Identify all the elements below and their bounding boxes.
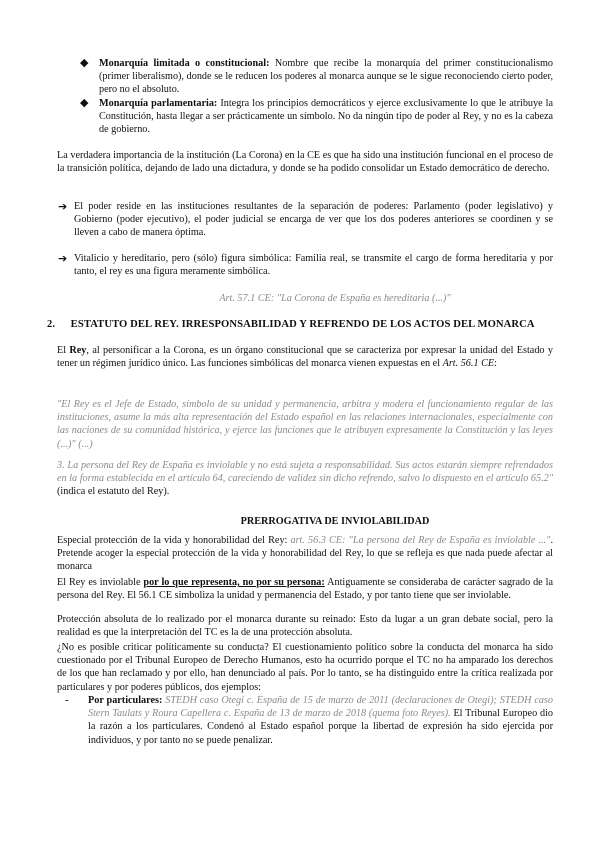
- art-57-quote: Art. 57.1 CE: "La Corona de España es hereditaria (...)": [219, 293, 451, 304]
- quote-note: (indica el estatuto del Rey).: [57, 486, 170, 498]
- diamond-bullet-icon: ◆: [80, 57, 89, 69]
- para-text: El Rey es inviolable: [57, 577, 144, 588]
- para-text: Especial protección de la vida y honorabilidad del Rey:: [57, 535, 291, 546]
- subheading-prerrogativa: PRERROGATIVA DE INVIOLABILIDAD: [240, 516, 430, 527]
- arrow-bullet-icon: ➔: [58, 200, 68, 213]
- intro-text: El: [57, 345, 70, 356]
- paragraph-proteccion: [57, 534, 553, 574]
- art-56-3-quote: [57, 459, 553, 499]
- arrow-bullet-icon: ➔: [58, 252, 68, 265]
- para-art-ref: art. 56.3 CE: "La persona del Rey de España es inviolable ...": [290, 535, 551, 546]
- paragraph-criticar: ¿No es posible criticar políticamente su conducta? El cuestionamiento político sobre la conducta del monarca ha sido cuestionado por el Tribunal Europeo de Derecho Humanos, esto ha ocurrido porque el TC no ha amparado los derechos de los que han reclamado y por ello, han denunciado al país. Por lo tanto, se ha distinguido entre la crítica realizada por particulares y por poderes públicos, dos ejemplos:: [57, 642, 553, 693]
- intro-rey: Rey: [69, 345, 87, 356]
- intro-text: , al personificar a la Corona, es un órgano constitucional que se caracteriza por expresar la unidad del Estado y tener un régimen jurídico único. Las funciones simbólicas del monarca vienen expuestas en el: [57, 345, 553, 370]
- bullet-text: Nombre que recibe la monarquía del primer constitucionalismo (primer liberalismo), donde se le reducen los poderes al monarca aunque se le sigue reconociendo cierto poder, pero no el absoluto.: [99, 58, 553, 96]
- item-cases: STEDH caso Otegi c. España de 15 de marzo de 2011 (declaraciones de Otegi); STEDH caso Stern Taulats y Roura Capellera c. España de 13 de marzo de 2018 (quema foto Reyes).: [88, 695, 553, 720]
- paragraph-inviolable: [57, 576, 553, 602]
- bullet-monarquia-limitada: [99, 57, 553, 97]
- arrow-point-vitalicio: Vitalicio y hereditario, pero (sólo) figura simbólica: Familia real, se transmite el cargo de forma hereditaria y por tanto, el rey es una figura meramente simbólica.: [74, 253, 553, 278]
- list-item-particulares: [88, 694, 553, 747]
- section-title: ESTATUTO DEL REY. IRRESPONSABILIDAD Y REFRENDO DE LOS ACTOS DEL MONARCA: [70, 319, 535, 330]
- intro-paragraph: La verdadera importancia de la institución (La Corona) en la CE es que ha sido una institución funcional en el proceso de la transición política, dejando de lado una dictadura, y donde se ha podido consolidar un Estado democrático de derecho.: [57, 150, 553, 175]
- section-heading: [47, 318, 535, 331]
- intro-text: :: [494, 358, 497, 370]
- para-text: Antiguamente se consideraba de carácter sagrado de la persona del Rey. El 56.1 CE simboliza la unidad y permanencia del Estado, y por tanto tiene que ser inviolable.: [57, 577, 553, 602]
- arrow-point-poder: El poder reside en las instituciones resultantes de la separación de poderes: Parlamento (poder legislativo) y Gobierno (poder ejecutivo), el poder judicial se encarga de ver que los dos poderes anteriores se coordinen y se lleven a cabo de manera óptima.: [74, 201, 553, 239]
- item-text: El Tribunal Europeo dio la razón a los particulares. Condenó al Estado español porque la libertad de expresión ha sido ejercida por individuos, y por tanto no se puede penalizar.: [88, 708, 554, 746]
- dash-bullet: -: [65, 694, 69, 706]
- bullet-title: Monarquía limitada o constitucional:: [99, 58, 270, 69]
- intro-art-ref: Art. 56.1 CE: [442, 358, 495, 370]
- bullet-title: Monarquía parlamentaria:: [99, 98, 218, 109]
- diamond-bullet-icon: ◆: [80, 97, 89, 109]
- bullet-text: Integra los principios democráticos y ejerce exclusivamente lo que le atribuye la Constitución, hasta llegar a ser prácticamente un símbolo. No da ningún tipo de poder al Rey, y no es la cabeza de gobierno.: [99, 98, 554, 136]
- section-intro: [57, 344, 553, 370]
- para-emphasis: por lo que representa, no por su persona:: [143, 577, 325, 588]
- quote-text: 3. La persona del Rey de España es inviolable y no está sujeta a responsabilidad. Sus actos estarán siempre refrendados en la forma establecida en el artículo 64, careciendo de validez sin dicho refrendo, salvo lo dispuesto en el artículo 65.2": [57, 460, 553, 485]
- section-number: 2.: [47, 319, 56, 330]
- bullet-monarquia-parlamentaria: [99, 97, 553, 137]
- para-text: . Pretende acoger la especial protección de la vida y honorabilidad del Rey, lo que se refleja es que nada puede afectar al monarca: [57, 535, 553, 573]
- paragraph-proteccion-absoluta: Protección absoluta de lo realizado por el monarca durante su reinado: Esto da lugar a un gran debate social, pero la realidad es que la interpretación del TC es la de una protección absoluta.: [57, 614, 553, 639]
- art-56-1-quote: "El Rey es el Jefe de Estado, símbolo de su unidad y permanencia, arbitra y modera el funcionamiento regular de las instituciones, asume la más alta representación del Estado español en las relaciones internacionales, especialmente con las naciones de su comunidad histórica, y ejerce las funciones que le atribuyen expresamente la Constitución y las leyes (...)" (...): [57, 399, 553, 450]
- item-title: Por particulares:: [88, 695, 163, 706]
